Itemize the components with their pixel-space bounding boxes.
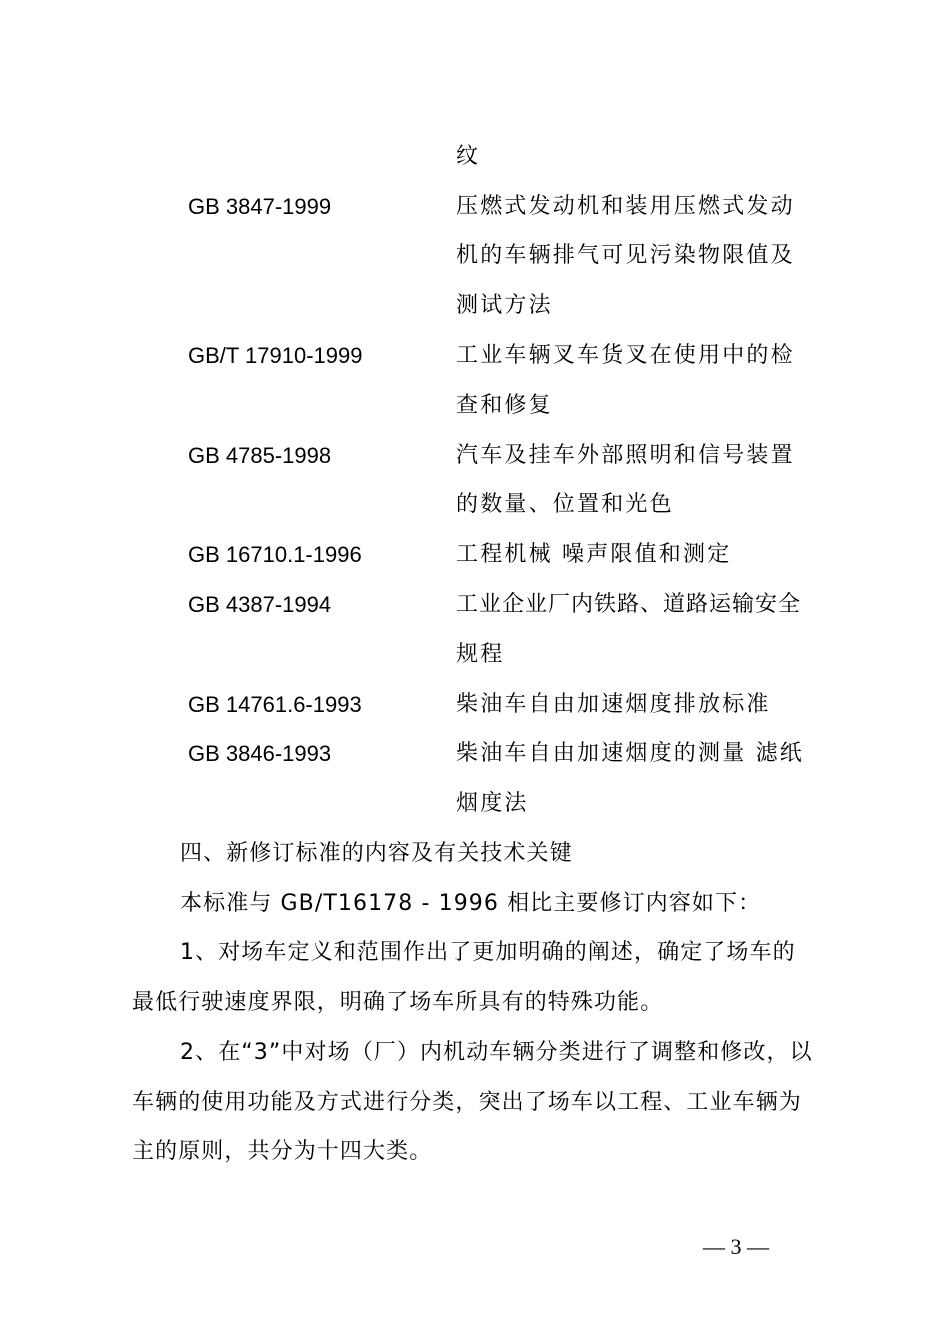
- standard-code: GB 4785-1998: [188, 443, 332, 468]
- standard-title-line: 柴油车自由加速烟度的测量 滤纸: [456, 741, 804, 766]
- paragraph-line: 1、对场车定义和范围作出了更加明确的阐述，确定了场车的: [180, 940, 796, 965]
- standard-title-line: 工业企业厂内铁路、道路运输安全: [456, 592, 802, 617]
- standard-title-line: 汽车及挂车外部照明和信号装置: [456, 443, 795, 468]
- standard-code: GB 16710.1-1996: [188, 542, 362, 567]
- standard-title-line: 的数量、位置和光色: [456, 492, 674, 517]
- standard-title-line: 规程: [456, 642, 505, 667]
- paragraph-line: 车辆的使用功能及方式进行分类，突出了场车以工程、工业车辆为: [132, 1090, 802, 1115]
- standard-title-line: 烟度法: [456, 791, 529, 816]
- standard-title-line: 机的车辆排气可见污染物限值及: [456, 243, 795, 268]
- standard-title-continuation: 纹: [456, 144, 481, 169]
- standard-title-line: 柴油车自由加速烟度排放标准: [456, 692, 771, 717]
- paragraph-line: 最低行驶速度界限，明确了场车所具有的特殊功能。: [132, 990, 664, 1015]
- paragraph-line: 主的原则，共分为十四大类。: [132, 1139, 433, 1164]
- standard-code: GB 3847-1999: [188, 194, 332, 219]
- standard-title-line: 压燃式发动机和装用压燃式发动: [456, 194, 795, 219]
- standard-code: GB 4387-1994: [188, 592, 332, 617]
- standard-title-line: 查和修复: [456, 393, 553, 418]
- section-intro: 本标准与 GB/T16178 - 1996 相比主要修订内容如下：: [180, 891, 762, 916]
- standard-title-line: 工程机械 噪声限值和测定: [456, 542, 732, 567]
- section-heading: 四、新修订标准的内容及有关技术关键: [180, 841, 573, 866]
- standard-code: GB 3846-1993: [188, 741, 332, 766]
- standard-code: GB 14761.6-1993: [188, 692, 362, 717]
- standard-code: GB/T 17910-1999: [188, 343, 363, 368]
- paragraph-line: 2、在“3”中对场（厂）内机动车辆分类进行了调整和修改，以: [180, 1040, 813, 1065]
- standard-title-line: 工业车辆叉车货叉在使用中的检: [456, 343, 795, 368]
- standard-title-line: 测试方法: [456, 293, 553, 318]
- page-number: — 3 —: [703, 1234, 769, 1259]
